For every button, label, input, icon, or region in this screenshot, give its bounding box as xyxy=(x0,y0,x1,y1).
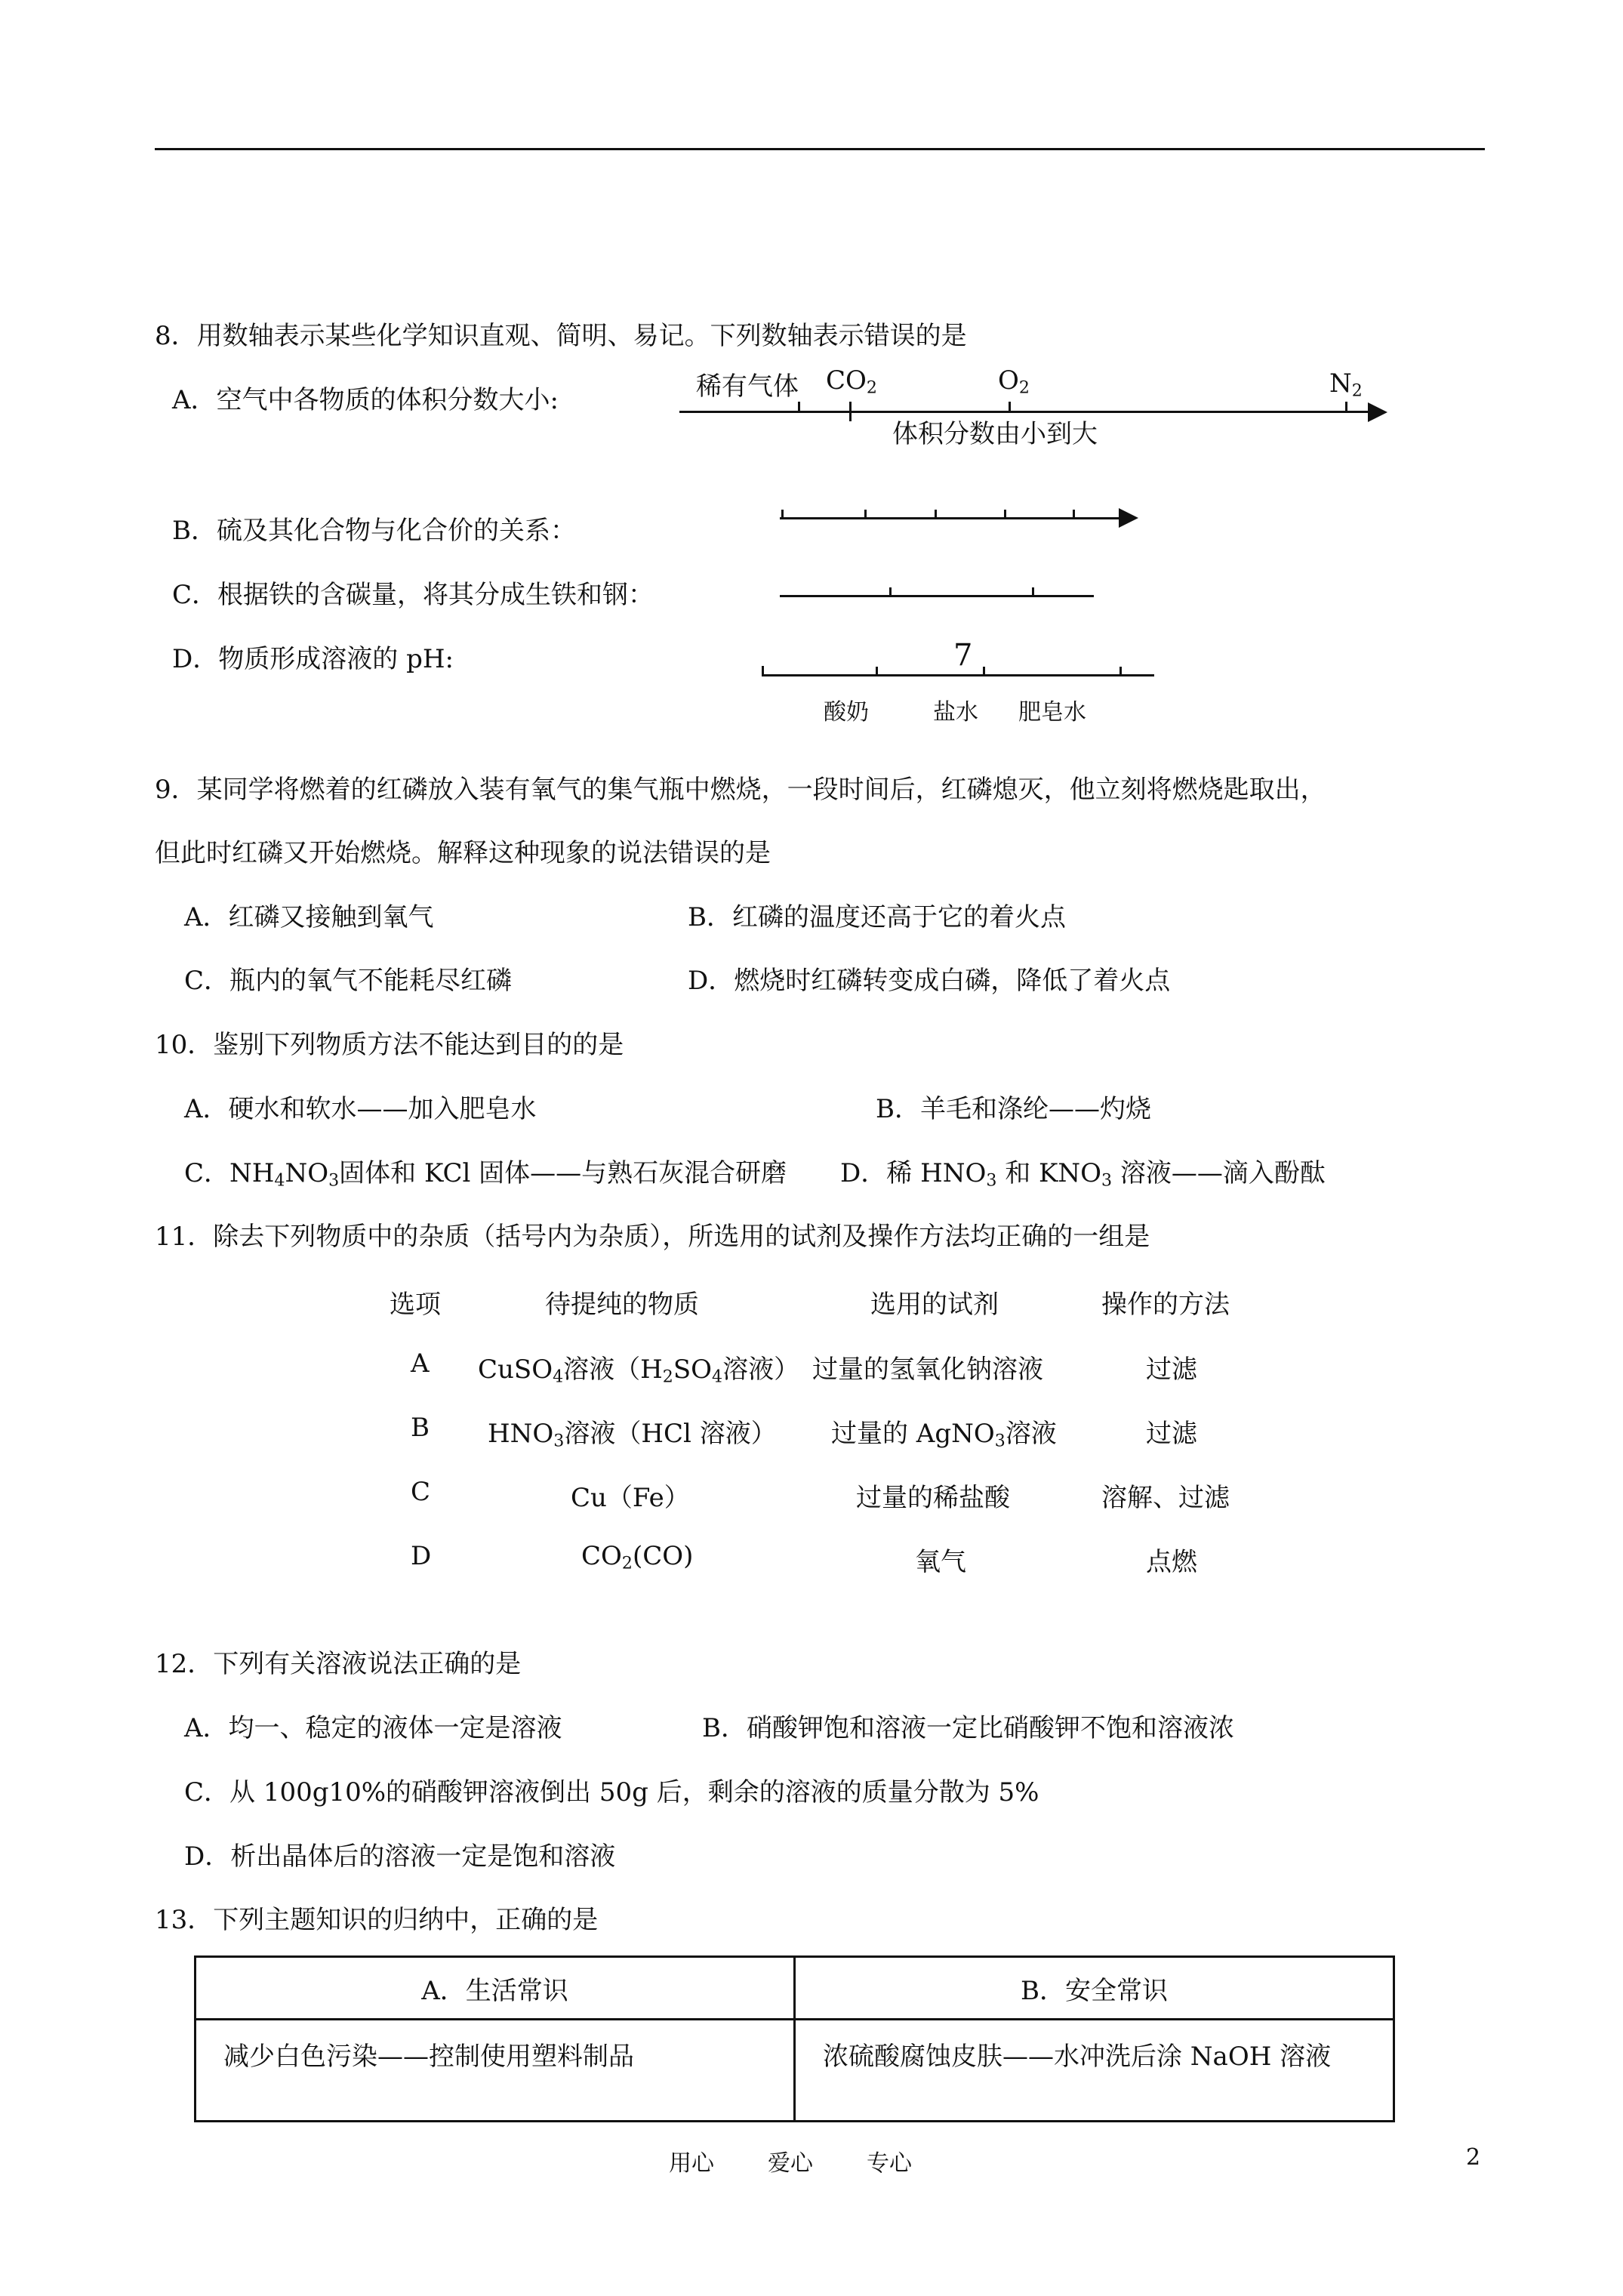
q13-cell-a: 减少白色污染——控制使用塑料制品 xyxy=(196,2020,795,2122)
q11-header-method: 操作的方法 xyxy=(1101,1290,1230,1320)
q12-option-b: B．硝酸钾饱和溶液一定比硝酸钾不饱和溶液浓 xyxy=(702,1713,1234,1743)
q8-stem: 8．用数轴表示某些化学知识直观、简明、易记。下列数轴表示错误的是 xyxy=(155,321,967,351)
axis-tick xyxy=(1119,667,1122,676)
ph-label-saltwater: 盐水 xyxy=(933,699,978,726)
arrow-head-icon xyxy=(1368,402,1387,422)
ph-seven-mark: 7 xyxy=(953,638,973,673)
axis-tick xyxy=(876,667,878,676)
ph-label-yogurt: 酸奶 xyxy=(824,699,869,726)
axis-tick xyxy=(798,402,800,412)
axis-tick xyxy=(1345,402,1347,412)
q9-option-b: B．红磷的温度还高于它的着火点 xyxy=(688,902,1066,932)
q8-option-a: A．空气中各物质的体积分数大小: xyxy=(172,385,559,415)
table-row-opt: C xyxy=(411,1477,431,1507)
axis-label-o2: $O_2$ xyxy=(998,365,1030,398)
table-row-method: 溶解、过滤 xyxy=(1101,1483,1230,1513)
axis-tick xyxy=(889,587,892,596)
q10-option-d: D．稀 $HNO_3$ 和 $KNO_3$ 溶液——滴入酚酞 xyxy=(840,1158,1326,1191)
header-rule xyxy=(155,148,1485,150)
table-row-method: 过滤 xyxy=(1146,1419,1197,1449)
table-row-opt: D xyxy=(411,1541,432,1571)
axis-label-rare-gas: 稀有气体 xyxy=(696,371,799,402)
table-row-substance: $CO_2(CO)$ xyxy=(581,1541,694,1573)
q8-option-d: D．物质形成溶液的 pH: xyxy=(172,644,454,674)
q10-stem: 10．鉴别下列物质方法不能达到目的的是 xyxy=(155,1030,624,1060)
q13-col-a-header: A．生活常识 xyxy=(196,1957,795,2020)
axis-tick xyxy=(849,402,852,421)
table-row-opt: B xyxy=(411,1413,430,1443)
table-row-method: 点燃 xyxy=(1146,1547,1197,1577)
footer-right: 专心 xyxy=(867,2150,912,2177)
axis-line xyxy=(679,411,1381,413)
table-row-reagent: 过量的氢氧化钠溶液 xyxy=(812,1354,1043,1385)
footer-mid: 爱心 xyxy=(768,2150,813,2177)
q9-option-a: A．红磷又接触到氧气 xyxy=(184,902,434,932)
axis-tick xyxy=(762,666,764,676)
q9-stem-line1: 9．某同学将燃着的红磷放入装有氧气的集气瓶中燃烧，一段时间后，红磷熄灭，他立刻将燃烧匙取出， xyxy=(155,775,1326,805)
axis-caption: 体积分数由小到大 xyxy=(892,419,1098,449)
q11-header-substance: 待提纯的物质 xyxy=(545,1290,699,1320)
q11-header-reagent: 选用的试剂 xyxy=(870,1290,999,1320)
axis-tick xyxy=(983,667,985,676)
q13-table xyxy=(194,1955,1395,2122)
q13-stem: 13．下列主题知识的归纳中，正确的是 xyxy=(155,1905,599,1935)
q13-col-b-header: B．安全常识 xyxy=(795,1957,1394,2020)
table-row-substance: $HNO_3$溶液（HCl 溶液） xyxy=(488,1419,777,1451)
axis-tick xyxy=(1073,510,1075,519)
axis-tick xyxy=(864,510,867,519)
axis-line xyxy=(780,595,1094,597)
axis-tick xyxy=(1009,402,1011,412)
page-number: 2 xyxy=(1466,2144,1481,2171)
q12-option-c: C．从 100g10%的硝酸钾溶液倒出 50g 后，剩余的溶液的质量分散为 5% xyxy=(184,1777,1039,1808)
q8-option-b: B．硫及其化合物与化合价的关系： xyxy=(172,516,576,546)
q12-stem: 12．下列有关溶液说法正确的是 xyxy=(155,1649,522,1679)
axis-label-co2: $CO_2$ xyxy=(826,365,877,398)
arrow-head-icon xyxy=(1119,508,1138,528)
table-row-method: 过滤 xyxy=(1146,1354,1197,1385)
q8-option-c: C．根据铁的含碳量，将其分成生铁和钢： xyxy=(172,580,654,610)
q13-cell-b: 浓硫酸腐蚀皮肤——水冲洗后涂 NaOH 溶液 xyxy=(795,2020,1394,2122)
q9-stem-line2: 但此时红磷又开始燃烧。解释这种现象的说法错误的是 xyxy=(155,838,771,868)
q11-stem: 11．除去下列物质中的杂质（括号内为杂质），所选用的试剂及操作方法均正确的一组是 xyxy=(155,1222,1150,1252)
footer-left: 用心 xyxy=(669,2150,714,2177)
table-row-reagent: 过量的稀盐酸 xyxy=(856,1483,1010,1513)
q10-option-c: C．$NH_4NO_3$固体和 KCl 固体——与熟石灰混合研磨 xyxy=(184,1158,787,1191)
q12-option-a: A．均一、稳定的液体一定是溶液 xyxy=(184,1713,562,1743)
table-row-substance: Cu（Fe） xyxy=(571,1483,690,1513)
table-row-opt: A xyxy=(411,1348,430,1379)
table-row-reagent: 氧气 xyxy=(915,1547,966,1577)
axis-tick xyxy=(935,510,937,519)
axis-tick xyxy=(1004,510,1006,519)
ph-label-soapwater: 肥皂水 xyxy=(1018,699,1086,726)
q12-option-d: D．析出晶体后的溶液一定是饱和溶液 xyxy=(184,1841,616,1872)
q10-option-a: A．硬水和软水——加入肥皂水 xyxy=(184,1094,537,1124)
axis-tick xyxy=(1032,587,1034,596)
q9-option-d: D．燃烧时红磷转变成白磷，降低了着火点 xyxy=(688,966,1171,996)
axis-line xyxy=(780,517,1133,519)
table-row-substance: CuSO$_4$溶液（$H_2SO_4$溶液） xyxy=(478,1354,800,1387)
axis-label-n2: $N_2$ xyxy=(1329,368,1363,401)
q9-option-c: C．瓶内的氧气不能耗尽红磷 xyxy=(184,966,513,996)
table-row-reagent: 过量的 AgNO$_3$溶液 xyxy=(831,1419,1057,1451)
axis-tick xyxy=(781,510,784,519)
q11-header-option: 选项 xyxy=(390,1290,441,1320)
q10-option-b: B．羊毛和涤纶——灼烧 xyxy=(876,1094,1151,1124)
axis-line xyxy=(762,674,1154,676)
